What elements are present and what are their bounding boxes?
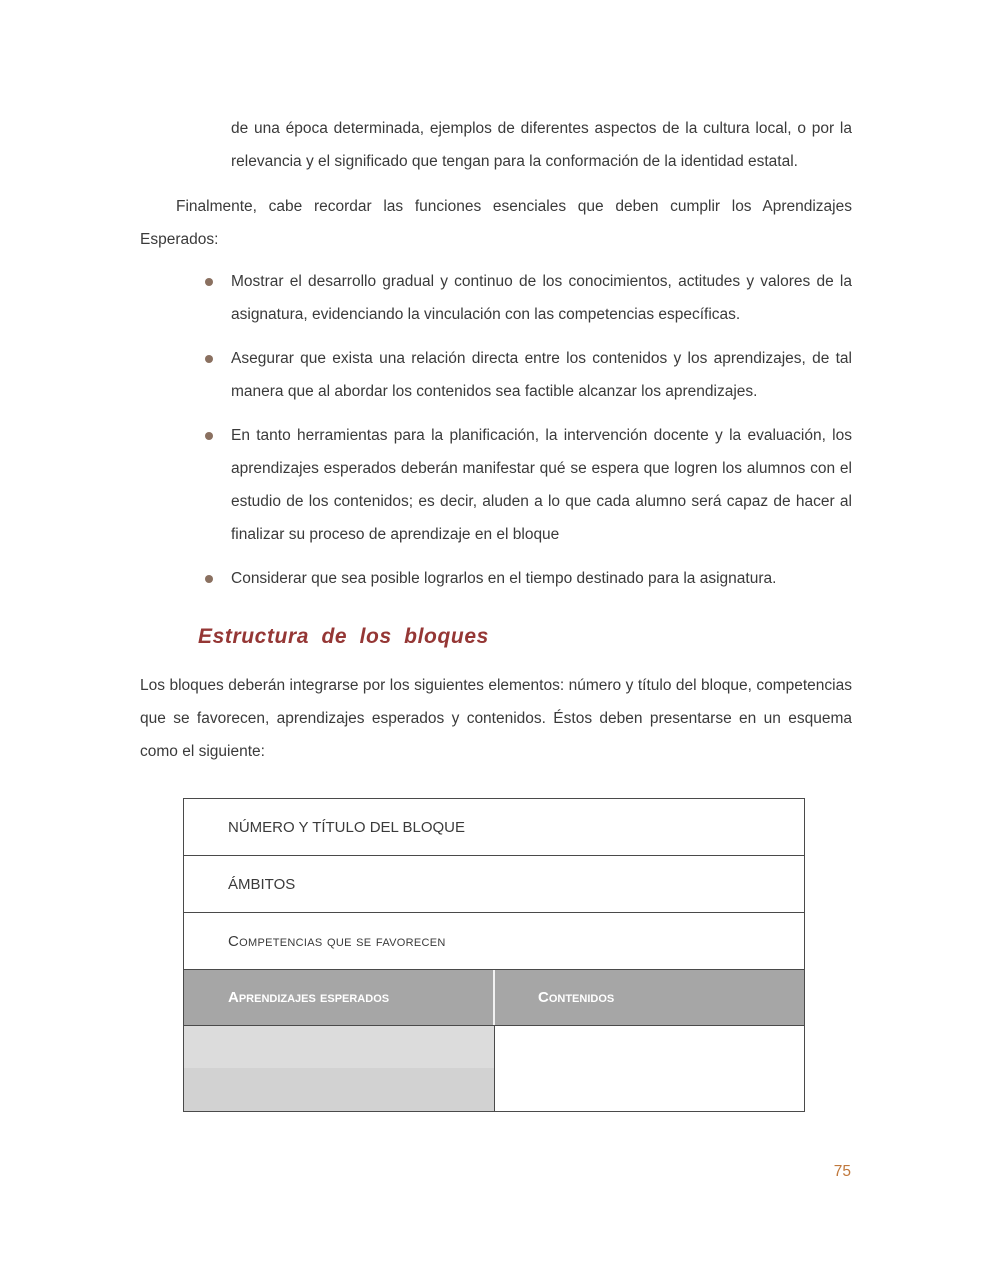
table-row-ambitos: ÁMBITOS: [184, 856, 804, 913]
bullet-text: En tanto herramientas para la planificación, la intervención docente y la evaluación, los aprendizajes esperados deberán manifestar qué se espera que logren los alumnos con el estudio de los contenidos; es decir, aluden a lo que cada alumno será capaz de hacer al finalizar su proceso de aprendizaje en el bloque: [231, 427, 852, 543]
table-body-cell-shade-bottom: [184, 1068, 494, 1111]
bullet-icon: [205, 575, 213, 583]
table-body-cell-shade-top: [184, 1026, 494, 1068]
paragraph-finalmente: Finalmente, cabe recordar las funciones esenciales que deben cumplir los Aprendizajes Esperados:: [140, 198, 852, 248]
table-header-contenidos: Contenidos: [538, 989, 615, 1006]
bullet-text: Asegurar que exista una relación directa entre los contenidos y los aprendizajes, de tal manera que al abordar los contenidos sea factible alcanzar los aprendizajes.: [231, 350, 852, 400]
bullet-list: [140, 265, 852, 595]
list-item: [140, 562, 852, 595]
table-body-row: [184, 1026, 804, 1111]
table-header-aprendizajes: Aprendizajes esperados: [184, 970, 495, 1025]
block-schema-table: [183, 798, 805, 1112]
table-body-cell-aprendizajes: [184, 1026, 495, 1111]
table-row-competencias: Competencias que se favorecen: [184, 913, 804, 970]
page-number: 75: [833, 1163, 851, 1180]
table-header-row: [184, 970, 804, 1026]
page-content: [140, 112, 852, 1112]
list-item: [140, 419, 852, 551]
bullet-icon: [205, 278, 213, 286]
list-item: [140, 265, 852, 331]
section-heading: Estructura de los bloques: [198, 625, 489, 648]
list-item: [140, 342, 852, 408]
paragraph-esquema: Los bloques deberán integrarse por los siguientes elementos: número y título del bloque, competencias que se favorecen, aprendizajes esperados y contenidos. Éstos deben presentarse en un esquema como el siguiente:: [140, 677, 852, 760]
bullet-text: Mostrar el desarrollo gradual y continuo de los conocimientos, actitudes y valores de la asignatura, evidenciando la vinculación con las competencias específicas.: [231, 273, 852, 323]
table-body-cell-contenidos: [495, 1026, 804, 1111]
bullet-icon: [205, 432, 213, 440]
bullet-icon: [205, 355, 213, 363]
bullet-text: Considerar que sea posible lograrlos en el tiempo destinado para la asignatura.: [231, 570, 777, 587]
paragraph-continuation: de una época determinada, ejemplos de diferentes aspectos de la cultura local, o por la relevancia y el significado que tengan para la conformación de la identidad estatal.: [231, 120, 852, 170]
table-row-numero-titulo: NÚMERO Y TÍTULO DEL BLOQUE: [184, 799, 804, 856]
